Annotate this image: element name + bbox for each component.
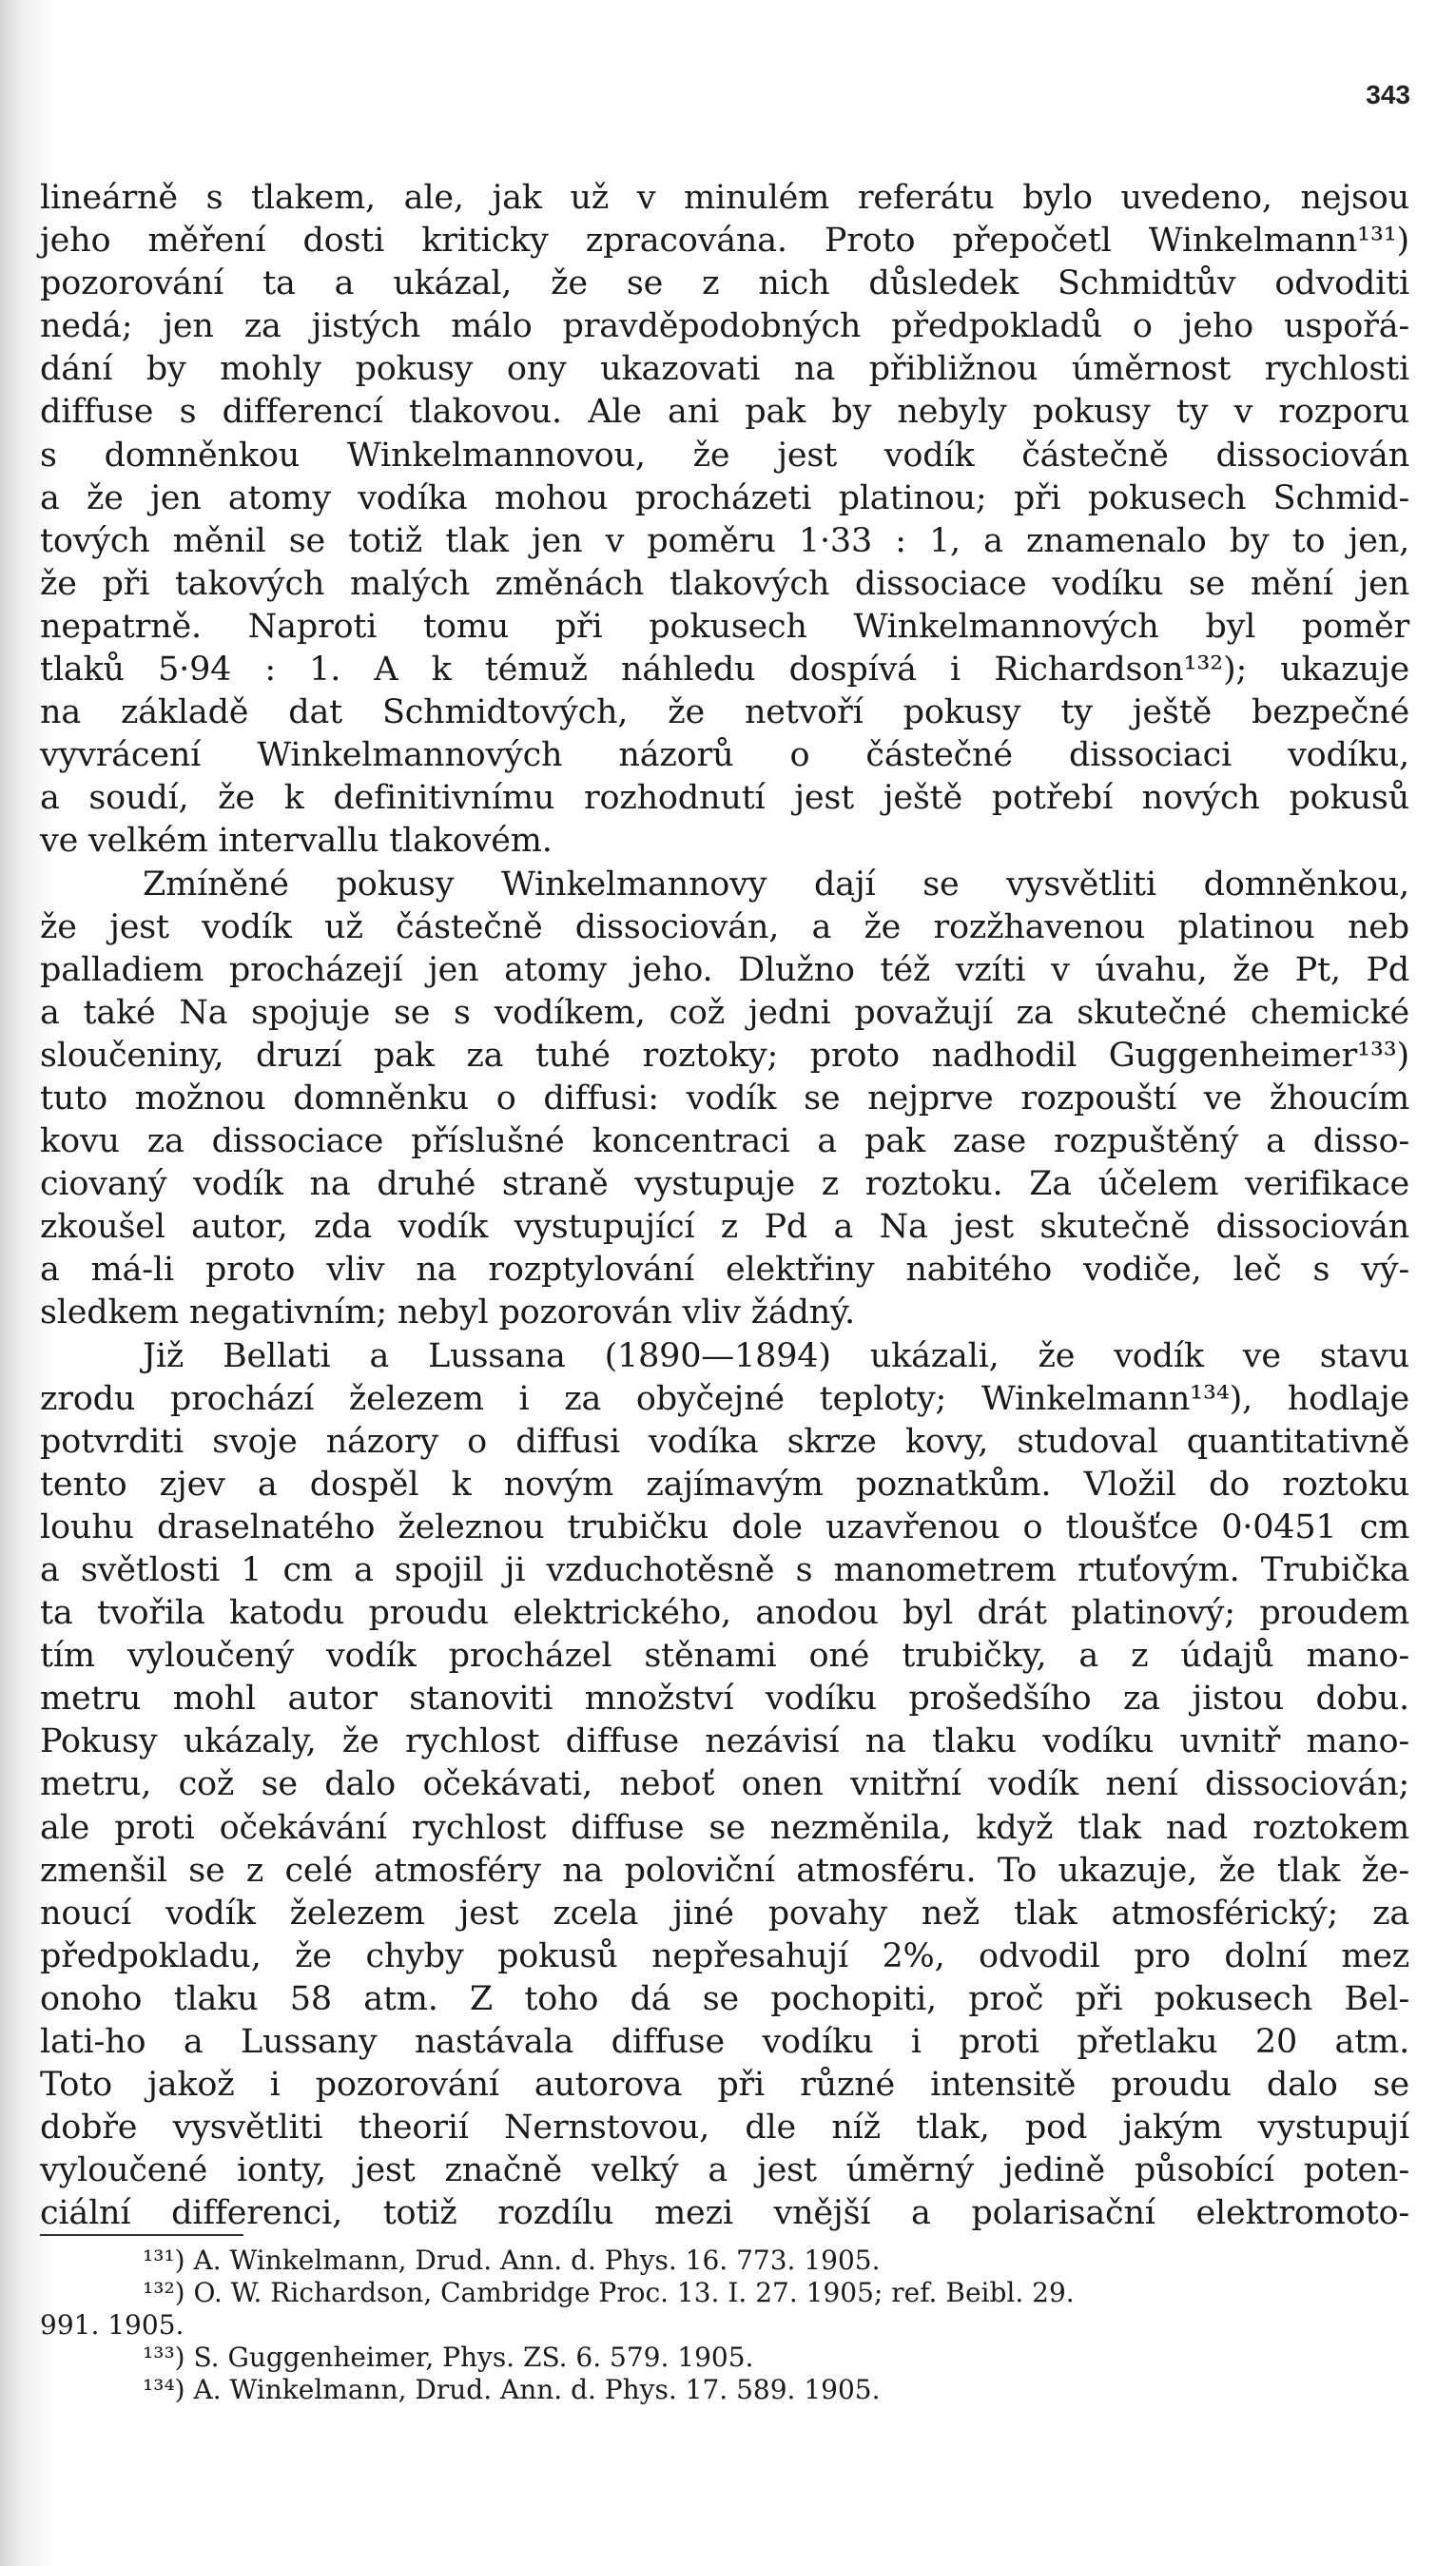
text-line: potvrditi svoje názory o diffusi vodíka skrze kovy, studoval quantitativně	[40, 1422, 1409, 1461]
text-line: ciální differenci, totiž rozdílu mezi vnější a polarisační elektromoto-	[40, 2194, 1409, 2233]
text-line: ve velkém intervallu tlakovém.	[40, 822, 553, 861]
text-line: tento zjev a dospěl k novým zajímavým poznatkům. Vložil do roztoku	[40, 1465, 1409, 1504]
text-line: Pokusy ukázaly, že rychlost diffuse nezávisí na tlaku vodíku uvnitř mano-	[40, 1722, 1409, 1761]
text-line: a také Na spojuje se s vodíkem, což jedni považují za skutečné chemické	[40, 993, 1409, 1032]
body-text	[40, 177, 1409, 2236]
text-line: pozorování ta a ukázal, že se z nich důsledek Schmidtův odvoditi	[40, 264, 1409, 303]
text-line: noucí vodík železem jest zcela jiné povahy než tlak atmosférický; za	[40, 1894, 1409, 1933]
text-line: a soudí, že k definitivnímu rozhodnutí jest ještě potřebí nových pokusů	[40, 779, 1409, 818]
text-line: dání by mohly pokusy ony ukazovati na přibližnou úměrnost rychlosti	[40, 350, 1409, 389]
text-line: a má-li proto vliv na rozptylování elektřiny nabitého vodiče, leč s vý-	[40, 1251, 1409, 1290]
text-line: na základě dat Schmidtových, že netvoří pokusy ty ještě bezpečné	[40, 693, 1409, 732]
text-line: nepatrně. Naproti tomu při pokusech Winkelmannových byl poměr	[40, 607, 1409, 646]
text-line: lati-ho a Lussany nastávala diffuse vodíku i proti přetlaku 20 atm.	[40, 2023, 1409, 2062]
text-line: louhu draselnatého železnou trubičku dole uzavřenou o tloušťce 0·0451 cm	[40, 1507, 1409, 1546]
text-line: diffuse s differencí tlakovou. Ale ani pak by nebyly pokusy ty v rozporu	[40, 393, 1409, 432]
text-line: a světlosti 1 cm a spojil ji vzduchotěsně s manometrem rtuťovým. Trubička	[40, 1551, 1409, 1589]
footnote-divider	[40, 2234, 243, 2236]
text-line: lineárně s tlakem, ale, jak už v minulém referátu bylo uvedeno, nejsou	[40, 179, 1409, 217]
text-line: zkoušel autor, zda vodík vystupující z Pd a Na jest skutečně dissociován	[40, 1208, 1409, 1247]
text-line: dobře vysvětliti theorií Nernstovou, dle níž tlak, pod jakým vystupují	[40, 2109, 1409, 2148]
footnote: ¹³¹) A. Winkelmann, Drud. Ann. d. Phys. 16. 773. 1905.	[143, 2245, 881, 2276]
text-line: zrodu prochází železem i za obyčejné teploty; Winkelmann¹³⁴), hodlaje	[40, 1379, 1409, 1418]
text-line: že při takových malých změnách tlakových dissociace vodíku se mění jen	[40, 564, 1409, 603]
text-line: jeho měření dosti kriticky zpracována. Proto přepočetl Winkelmann¹³¹)	[40, 222, 1409, 261]
footnote-continuation: 991. 1905.	[40, 2309, 184, 2341]
text-line: předpokladu, že chyby pokusů nepřesahují 2%, odvodil pro dolní mez	[40, 1936, 1409, 1975]
text-line: tím vyloučený vodík procházel stěnami oné trubičky, a z údajů mano-	[40, 1637, 1409, 1676]
footnote: ¹³³) S. Guggenheimer, Phys. ZS. 6. 579. 1905.	[143, 2342, 754, 2373]
footnote: ¹³⁴) A. Winkelmann, Drud. Ann. d. Phys. 17. 589. 1905.	[143, 2374, 881, 2405]
text-line: zmenšil se z celé atmosféry na poloviční atmosféru. To ukazuje, že tlak že-	[40, 1851, 1409, 1890]
text-line: Toto jakož i pozorování autorova při různé intensitě proudu dalo se	[40, 2066, 1409, 2105]
text-line: tových měnil se totiž tlak jen v poměru 1·33 : 1, a znamenalo by to jen,	[40, 521, 1409, 560]
text-line: onoho tlaku 58 atm. Z toho dá se pochopiti, proč při pokusech Bel-	[40, 1979, 1409, 2018]
text-line: vyvrácení Winkelmannových názorů o částečné dissociaci vodíku,	[40, 736, 1409, 775]
text-line: nedá; jen za jistých málo pravděpodobných předpokladů o jeho uspořá-	[40, 307, 1409, 346]
text-line: s domněnkou Winkelmannovou, že jest vodík částečně dissociován	[40, 436, 1409, 475]
text-line: tlaků 5·94 : 1. A k témuž náhledu dospívá i Richardson¹³²); ukazuje	[40, 651, 1409, 690]
text-line: vyloučené ionty, jest značně velký a jest úměrný jedině působící poten-	[40, 2151, 1409, 2190]
text-line: sloučeniny, druzí pak za tuhé roztoky; proto nadhodil Guggenheimer¹³³)	[40, 1036, 1409, 1075]
text-line: a že jen atomy vodíka mohou procházeti platinou; při pokusech Schmid-	[40, 478, 1409, 517]
text-line: metru mohl autor stanoviti množství vodíku prošedšího za jistou dobu.	[40, 1680, 1409, 1719]
text-line: Zmíněné pokusy Winkelmannovy dají se vysvětliti domněnkou,	[143, 865, 1409, 904]
page-number: 343	[1366, 80, 1410, 109]
text-line: kovu za dissociace příslušné koncentraci a pak zase rozpuštěný a disso-	[40, 1122, 1409, 1161]
text-line: palladiem procházejí jen atomy jeho. Dlužno též vzíti v úvahu, že Pt, Pd	[40, 950, 1409, 989]
footnote: ¹³²) O. W. Richardson, Cambridge Proc. 13. I. 27. 1905; ref. Beibl. 29.	[143, 2277, 1075, 2308]
text-line: ta tvořila katodu proudu elektrického, anodou byl drát platinový; proudem	[40, 1594, 1409, 1633]
text-line: ciovaný vodík na druhé straně vystupuje z roztoku. Za účelem verifikace	[40, 1165, 1409, 1204]
text-line: Již Bellati a Lussana (1890—1894) ukázali, že vodík ve stavu	[143, 1336, 1409, 1375]
footnotes	[40, 2245, 1409, 2406]
text-line: sledkem negativním; nebyl pozorován vliv žádný.	[40, 1293, 855, 1332]
text-line: metru, což se dalo očekávati, neboť onen vnitřní vodík není dissociován;	[40, 1765, 1409, 1804]
text-line: že jest vodík už částečně dissociován, a že rozžhavenou platinou neb	[40, 907, 1409, 946]
text-line: ale proti očekávání rychlost diffuse se nezměnila, když tlak nad roztokem	[40, 1808, 1409, 1847]
text-line: tuto možnou domněnku o diffusi: vodík se nejprve rozpouští ve žhoucím	[40, 1079, 1409, 1118]
